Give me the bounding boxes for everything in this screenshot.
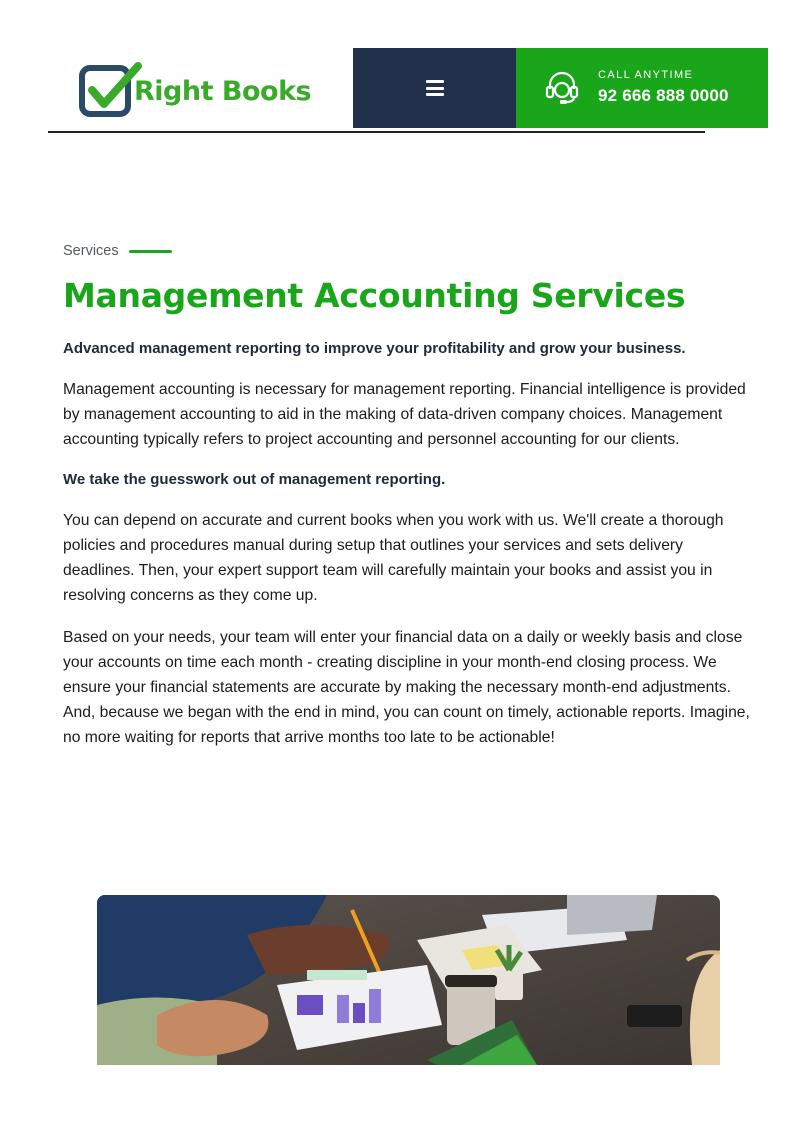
- subheading: We take the guesswork out of management reporting.: [63, 471, 446, 488]
- hamburger-menu-icon: [426, 80, 444, 96]
- header-divider: [48, 131, 705, 133]
- eyebrow-label: Services: [63, 243, 119, 259]
- logo[interactable]: [78, 58, 328, 122]
- page-title: Management Accounting Services: [63, 276, 686, 315]
- paragraph-3: Based on your needs, your team will enter your financial data on a daily or weekly basis and close your accounts on time each month - creating discipline in your month-end closing process. We ensure your financial statements are accurate by making the necessary month-end adjustments. And, because we began with the end in mind, you can count on timely, actionable reports. Imagine, no more waiting for reports that arrive months too late to be actionable!: [63, 629, 750, 746]
- paragraph-1: Management accounting is necessary for management reporting. Financial intelligence is provided by management accounting to aid in the making of data-driven company choices. Management accounting typically refers to project accounting and personnel accounting for our clients.: [63, 381, 746, 448]
- call-label: CALL ANYTIME: [598, 69, 694, 81]
- paragraph-2: You can depend on accurate and current books when you work with us. We'll create a thorough policies and procedures manual during setup that outlines your services and sets delivery deadlines. Then, your expert support team will carefully maintain your books and assist you in resolving concerns as they come up.: [63, 512, 724, 604]
- headset-icon: [544, 70, 580, 106]
- eyebrow-dash: [129, 250, 172, 253]
- logo-text: Right Books: [134, 76, 312, 107]
- lead-text: Advanced management reporting to improve your profitability and grow your business.: [63, 340, 686, 357]
- section-eyebrow: [63, 240, 758, 262]
- call-anytime-block[interactable]: [516, 48, 768, 128]
- meeting-photo: [97, 895, 720, 1065]
- meeting-photo-illustration: [97, 895, 720, 1065]
- phone-number-link[interactable]: 92 666 888 0000: [598, 86, 729, 105]
- service-section: [63, 240, 758, 750]
- menu-button[interactable]: [353, 48, 516, 128]
